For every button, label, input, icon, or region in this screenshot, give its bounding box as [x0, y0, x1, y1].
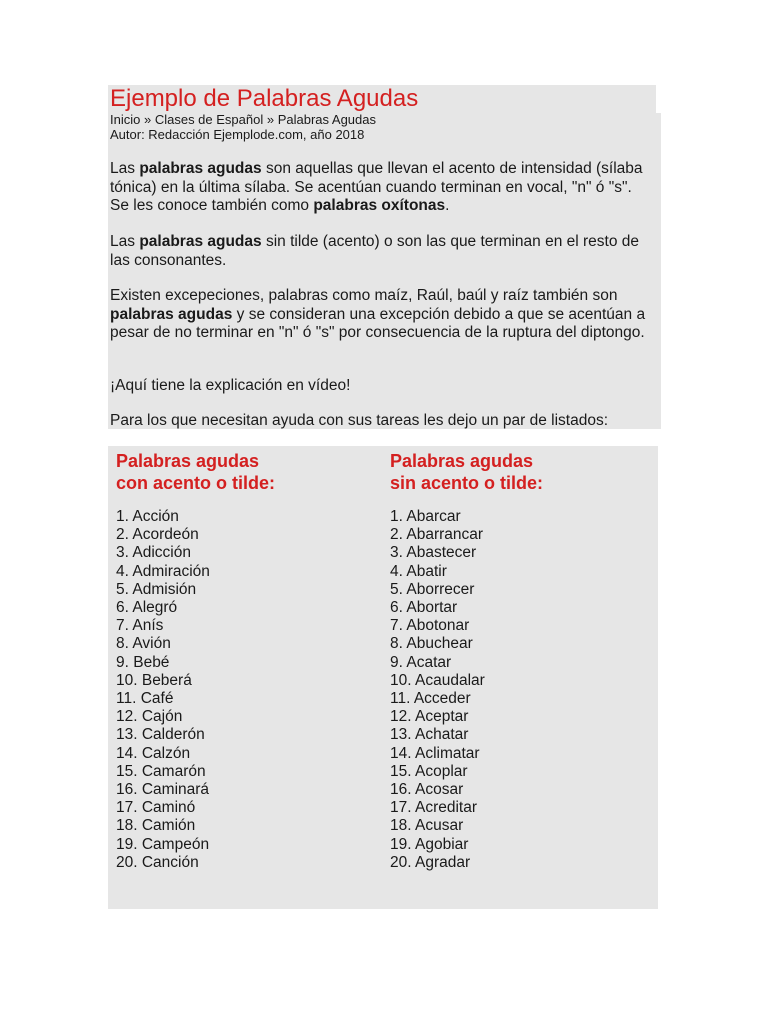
page-title: Ejemplo de Palabras Agudas [110, 85, 419, 112]
list-item: 9. Bebé [116, 653, 170, 671]
list-item: 18. Acusar [390, 817, 464, 835]
text: sin tilde (acento) o son las que terminan en el resto de las consonantes. [110, 233, 640, 269]
list-item: 10. Beberá [116, 671, 192, 689]
paragraph-video: ¡Aquí tiene la explicación en vídeo! [110, 377, 351, 394]
list-item: 11. Acceder [390, 690, 471, 708]
paragraph-no-tilde [110, 233, 655, 270]
bold-term: palabras agudas [139, 160, 262, 177]
list-item: 14. Calzón [116, 744, 191, 762]
author-line: Autor: Redacción Ejemplode.com, año 2018 [110, 127, 365, 142]
list-item: 7. Abotonar [390, 617, 470, 635]
heading-line: con acento o tilde: [116, 473, 276, 493]
breadcrumb [110, 112, 376, 127]
list-item: 10. Acaudalar [390, 671, 485, 689]
list-item: 13. Calderón [116, 726, 205, 744]
bold-term: palabras agudas [139, 233, 262, 250]
breadcrumb-home-link[interactable]: Inicio [110, 112, 141, 127]
breadcrumb-section-link[interactable]: Clases de Español [154, 112, 264, 127]
list-with-accent [116, 450, 376, 872]
list-item: 6. Abortar [390, 599, 458, 617]
heading-line: Palabras agudas [116, 451, 260, 471]
bold-term: palabras agudas [110, 305, 233, 323]
text: Existen excepeciones, palabras como maíz, Raúl, baúl y raíz también son [110, 287, 618, 304]
list-item: 16. Caminará [116, 781, 210, 799]
list-item: 11. Café [116, 690, 174, 708]
list-item: 5. Admisión [116, 580, 197, 598]
list-item: 16. Acosar [390, 781, 464, 799]
list-item: 8. Abuchear [390, 635, 473, 653]
breadcrumb-separator: » [263, 112, 278, 127]
list-item: 20. Canción [116, 853, 199, 871]
list-heading [390, 450, 650, 494]
text: Las [110, 233, 140, 250]
list-item: 6. Alegró [116, 599, 178, 617]
list-item: 18. Camión [116, 817, 196, 835]
list-item: 14. Aclimatar [390, 744, 480, 762]
list-item: 3. Adicción [116, 544, 191, 562]
heading-line: sin acento o tilde: [390, 473, 544, 493]
list-item: 2. Abarrancar [390, 526, 484, 544]
list-without-accent [390, 450, 650, 872]
list-item: 3. Abastecer [390, 544, 477, 562]
list-item: 1. Abarcar [390, 508, 461, 525]
heading-line: Palabras agudas [390, 451, 534, 471]
list-item: 7. Anís [116, 617, 164, 635]
list-item: 9. Acatar [390, 653, 452, 671]
list-item: 8. Avión [116, 635, 171, 653]
list-item: 4. Abatir [390, 562, 447, 580]
list-item: 19. Campeón [116, 835, 210, 853]
paragraph-exceptions [110, 287, 655, 343]
list-heading [116, 450, 376, 494]
list-item: 12. Aceptar [390, 708, 469, 726]
text: son aquellas que llevan el acento de intensidad (sílaba tónica) en la última sílaba. Se acentúan cuando terminan en vocal, "n" ó "s". Se les conoce también como [110, 160, 643, 214]
list-item: 15. Acoplar [390, 762, 468, 780]
text: Las [110, 160, 140, 177]
text: . [445, 197, 450, 214]
list-item: 5. Aborrecer [390, 580, 475, 598]
paragraph-definition [110, 160, 655, 216]
word-list [116, 508, 376, 872]
list-item: 19. Agobiar [390, 835, 469, 853]
list-item: 20. Agradar [390, 853, 471, 871]
text: y se consideran una excepción debido a que se acentúan a pesar de no terminar en "n" ó "s" por consecuencia de la ruptura del diptongo. [110, 305, 646, 341]
paragraph-lists-intro: Para los que necesitan ayuda con sus tareas les dejo un par de listados: [110, 412, 609, 429]
list-item: 15. Camarón [116, 762, 206, 780]
list-item: 4. Admiración [116, 562, 210, 580]
list-item: 2. Acordeón [116, 526, 199, 544]
bold-term: palabras oxítonas [313, 197, 446, 214]
breadcrumb-separator: » [140, 112, 155, 127]
list-item: 17. Caminó [116, 799, 196, 817]
list-item: 17. Acreditar [390, 799, 478, 817]
word-list [390, 508, 650, 872]
breadcrumb-current: Palabras Agudas [277, 112, 376, 127]
list-item: 12. Cajón [116, 708, 183, 726]
list-item: 1. Acción [116, 508, 179, 525]
list-item: 13. Achatar [390, 726, 469, 744]
